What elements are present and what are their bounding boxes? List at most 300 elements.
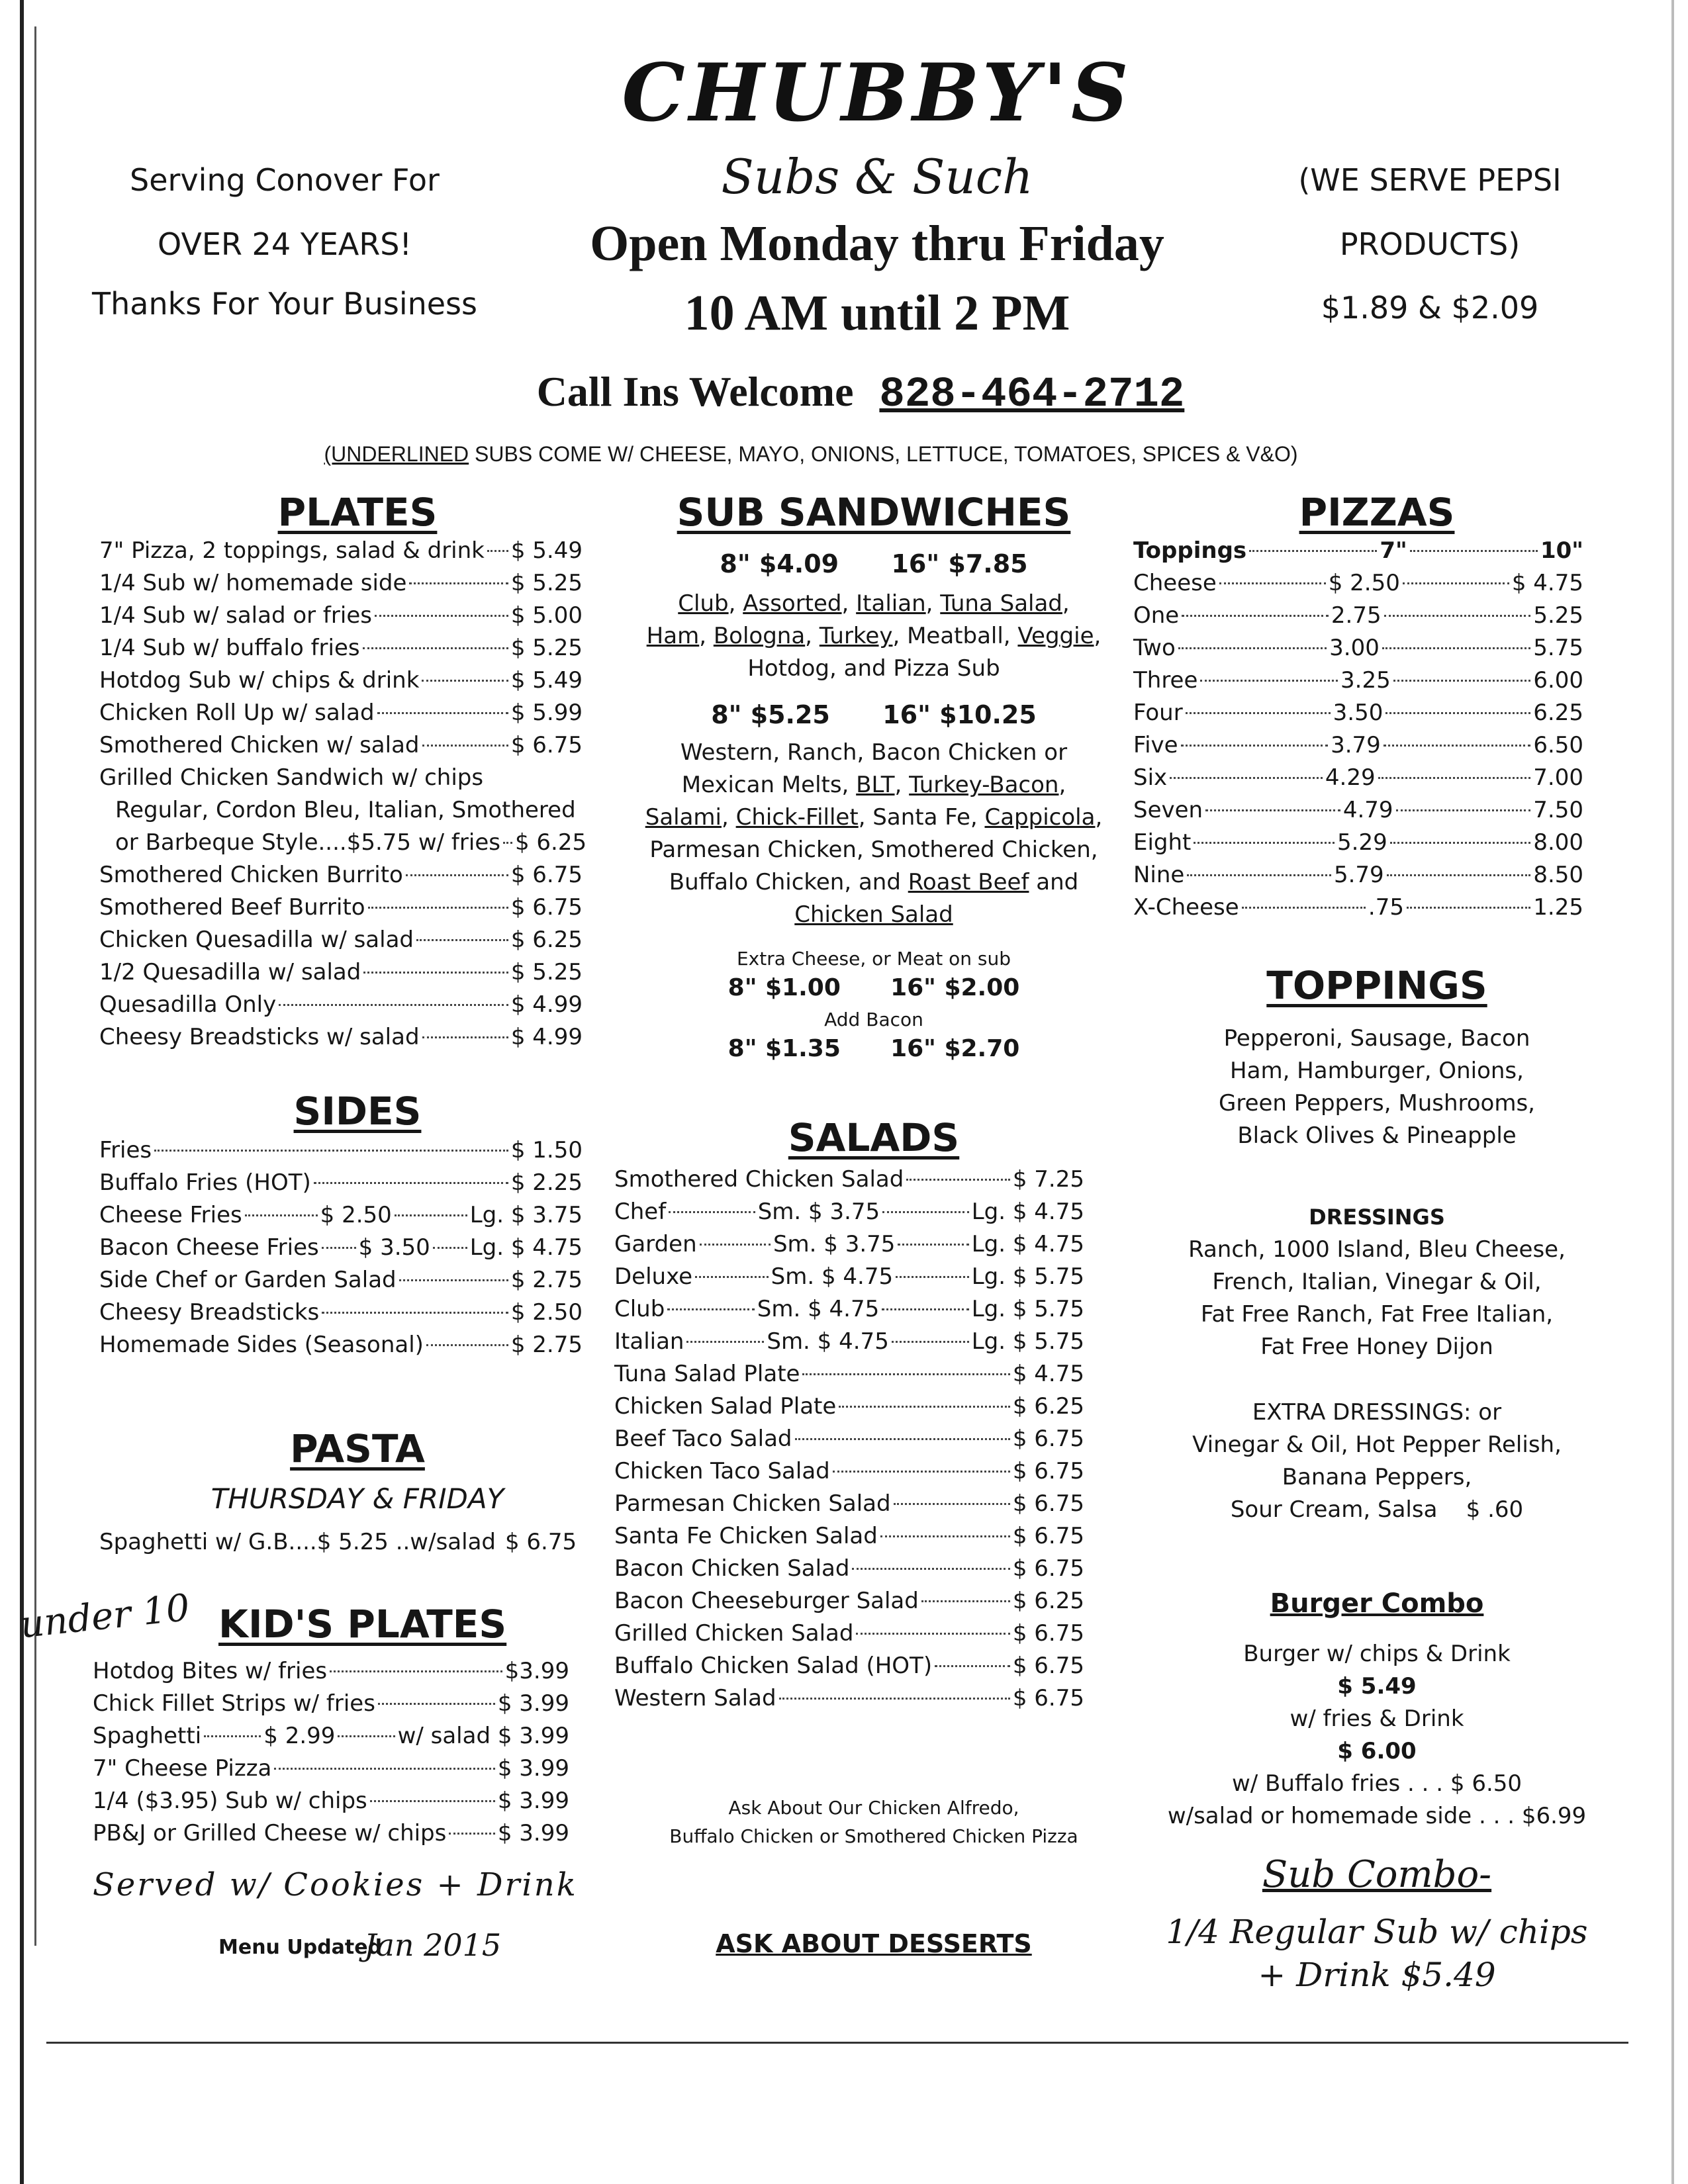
list-item (99, 667, 583, 700)
text-kids-items-4-name: 1/4 ($3.95) Sub w/ chips (93, 1788, 367, 1814)
text-salads-items-2-name: Garden (614, 1231, 697, 1257)
text-pizzas-rows-9-name: Nine (1133, 862, 1185, 888)
text-subs-tier1_items2-5-t: , Meatball, (892, 623, 1018, 649)
dot-leader (896, 1276, 969, 1278)
list-item (614, 1685, 1084, 1717)
list-item (93, 1690, 569, 1723)
text-plates-items-2-name: 1/4 Sub w/ salad or fries (99, 602, 372, 629)
text-salads-items-5-lg: Lg. $ 5.75 (971, 1328, 1084, 1355)
dot-leader (399, 1279, 508, 1281)
list-item (99, 1202, 583, 1234)
toppings-line-4: Black Olives & Pineapple (1237, 1122, 1517, 1149)
list-item (99, 537, 583, 570)
table-row (1133, 732, 1583, 764)
text-kids-items-3-name: 7" Cheese Pizza (93, 1755, 272, 1782)
text-pizzas-rows-2-p7: 3.00 (1329, 635, 1380, 661)
text-subs-tier2_items3-2-t: Chick-Fillet (735, 804, 859, 831)
text-sides-items-1-price: $ 2.25 (510, 1169, 583, 1196)
text-pizzas-rows-5-p10: 6.50 (1533, 732, 1584, 758)
phone-number[interactable]: 828-464-2712 (879, 371, 1185, 419)
dot-leader (377, 712, 508, 714)
dot-leader (154, 1150, 508, 1152)
dot-leader (1187, 874, 1331, 876)
dot-leader (1383, 745, 1531, 747)
text-sides-items-3-name: Bacon Cheese Fries (99, 1234, 319, 1261)
grilled-line-1: Grilled Chicken Sandwich w/ chips (99, 764, 484, 791)
list-item (99, 991, 583, 1024)
text-plates-items2-4-price: $ 4.99 (510, 991, 583, 1018)
dot-leader (1186, 712, 1331, 714)
text-subs-tier1_items-7-t: , (1062, 590, 1070, 617)
text-subs-tier2_items5-2-t: and (1029, 869, 1079, 895)
text-salads-items-12-name: Bacon Chicken Salad (614, 1555, 850, 1582)
list-item (93, 1723, 569, 1755)
dot-leader (1178, 647, 1327, 649)
text-subs-tier1_items-0-t: Club (678, 590, 729, 617)
text-pizzas-rows-6-p10: 7.00 (1533, 764, 1583, 791)
dot-leader (1382, 647, 1530, 649)
dot-leader (422, 680, 508, 682)
extra-dressings-line-2: Banana Peppers, (1282, 1464, 1472, 1490)
text-pizzas-rows-7-name: Seven (1133, 797, 1203, 823)
text-salads-items-16-price: $ 6.75 (1012, 1685, 1084, 1711)
toppings-line-3: Green Peppers, Mushrooms, (1219, 1090, 1535, 1116)
underlined-note (199, 442, 1423, 467)
text-sides-items-5-price: $ 2.50 (510, 1299, 583, 1326)
list-item (99, 927, 583, 959)
list-item (99, 700, 583, 732)
table-row (1133, 894, 1583, 927)
burger-combo-line-4: w/salad or homemade side . . . $6.99 (1167, 1803, 1587, 1829)
text-plates-items-0-name: 7" Pizza, 2 toppings, salad & drink (99, 537, 485, 564)
text-pizzas-rows-9-p10: 8.50 (1533, 862, 1584, 888)
subs-tier2-line5 (609, 866, 1139, 899)
extra-cheese-label: Extra Cheese, or Meat on sub (736, 948, 1011, 970)
list-item (99, 862, 583, 894)
text-plates-items2-0-price: $ 6.75 (510, 862, 583, 888)
text-pizzas-rows-10-p10: 1.25 (1533, 894, 1583, 921)
text-salads-items-6-price: $ 4.75 (1012, 1361, 1084, 1387)
list-item (99, 602, 583, 635)
text-sides-items-0-name: Fries (99, 1137, 152, 1163)
list-item (93, 1658, 569, 1690)
dot-leader (667, 1308, 754, 1310)
list-item (99, 1299, 583, 1332)
text-plates-items-1-price: $ 5.25 (510, 570, 583, 596)
list-item (614, 1328, 1084, 1361)
text-plates-items2-2-price: $ 6.25 (510, 927, 583, 953)
extra-dressings-line-3: Sour Cream, Salsa $ .60 (1230, 1496, 1524, 1523)
list-item (614, 1296, 1084, 1328)
drink-prices: $1.89 & $2.09 (1321, 290, 1539, 326)
dot-leader (882, 1211, 969, 1213)
text-pizzas-rows-2-p10: 5.75 (1533, 635, 1583, 661)
toppings-heading: TOPPINGS (1266, 963, 1487, 1008)
plates-list (99, 537, 587, 1056)
text-subs-tier2_items3-3-t: , Santa Fe, (858, 804, 985, 831)
text-subs-tier2_items5-1-t: Roast Beef (908, 869, 1029, 895)
burger-combo-line-2: w/ fries & Drink (1289, 1706, 1464, 1732)
toppings-line-1: Pepperoni, Sausage, Bacon (1223, 1025, 1530, 1052)
dot-leader (695, 1276, 769, 1278)
text-salads-items-13-name: Bacon Cheeseburger Salad (614, 1588, 919, 1614)
text-salads-items-10-price: $ 6.75 (1012, 1490, 1084, 1517)
list-item (99, 894, 583, 927)
menu-updated-label: Menu Updated (218, 1936, 383, 1959)
text-pizzas-rows-2-name: Two (1133, 635, 1176, 661)
scan-edge-left (20, 0, 24, 2184)
text-kids-items-1-price: $ 3.99 (497, 1690, 569, 1717)
dot-leader (1385, 712, 1530, 714)
table-row (1133, 764, 1583, 797)
pepsi-line-1: (WE SERVE PEPSI (1298, 162, 1562, 198)
text-sides-items-5-name: Cheesy Breadsticks (99, 1299, 320, 1326)
text-plates-items-3-price: $ 5.25 (510, 635, 583, 661)
list-item (93, 1788, 569, 1820)
dot-leader (1219, 582, 1326, 584)
list-item (614, 1263, 1084, 1296)
dot-leader (839, 1406, 1010, 1408)
text-plates-items2-1-price: $ 6.75 (510, 894, 583, 921)
scan-edge-left-inner (34, 26, 36, 1946)
text-subs-tier1_items-5-t: , (925, 590, 941, 617)
table-row (1133, 570, 1583, 602)
text-plates-items-6-price: $ 6.75 (510, 732, 583, 758)
text-salads-items-8-name: Beef Taco Salad (614, 1426, 792, 1452)
text-pizzas-rows-0-p7: $ 2.50 (1328, 570, 1400, 596)
dot-leader (1378, 777, 1531, 779)
list-item (99, 959, 583, 991)
dot-leader (422, 745, 508, 747)
text-subs-tier1_items-3-t: , (841, 590, 857, 617)
dot-leader (779, 1698, 1010, 1700)
subs-tier1-price: 8" $4.09 16" $7.85 (720, 549, 1028, 578)
hours-days: Open Monday thru Friday (590, 216, 1164, 271)
sides-list (99, 1137, 583, 1364)
list-item (614, 1426, 1084, 1458)
sub-combo-line-2: + Drink $5.49 (1258, 1956, 1496, 1994)
dressings-line-2: French, Italian, Vinegar & Oil, (1212, 1269, 1542, 1295)
dot-leader (338, 1735, 395, 1737)
text-sides-items-2-mid: $ 2.50 (320, 1202, 392, 1228)
burger-combo-price-1: $ 5.49 (1337, 1673, 1417, 1700)
extra-cheese-price: 8" $1.00 16" $2.00 (727, 974, 1020, 1001)
text-subs-tier2_items3-4-t: Cappicola (984, 804, 1096, 831)
text-pizzas-rows-7-p7: 4.79 (1342, 797, 1393, 823)
text-sides-items-1-name: Buffalo Fries (HOT) (99, 1169, 311, 1196)
text-plates-grilled_price: $ 6.25 (514, 829, 587, 856)
text-subs-tier1_items-2-t: Assorted (743, 590, 842, 617)
text-salads-items-3-sm: Sm. $ 4.75 (771, 1263, 894, 1290)
list-item (99, 1024, 583, 1056)
burger-combo-heading: Burger Combo (1270, 1588, 1484, 1619)
text-salads-items-14-price: $ 6.75 (1012, 1620, 1084, 1647)
text-salads-items-1-sm: Sm. $ 3.75 (757, 1199, 880, 1225)
text-subs-tier2_items2-0-t: Mexican Melts, (681, 772, 857, 798)
text-pasta-price: $ 6.75 (504, 1529, 577, 1555)
subs-tier1-line1 (609, 588, 1139, 620)
text-pizzas-col_10: 10" (1540, 537, 1583, 564)
text-kids-items-3-price: $ 3.99 (497, 1755, 569, 1782)
text-sides-items-2-lg: Lg. $ 3.75 (469, 1202, 583, 1228)
dot-leader (852, 1568, 1009, 1570)
text-sides-items-4-name: Side Chef or Garden Salad (99, 1267, 397, 1293)
list-item (614, 1458, 1084, 1490)
table-row (1133, 797, 1583, 829)
pizza-header-row (1133, 537, 1583, 570)
dot-leader (487, 550, 508, 552)
call-ins-label: Call Ins Welcome (536, 368, 854, 415)
text-salads-items-12-price: $ 6.75 (1012, 1555, 1084, 1582)
text-kids-items-0-price: $3.99 (504, 1658, 569, 1684)
dot-leader (856, 1633, 1009, 1635)
text-subs-tier1_items-1-t: , (728, 590, 743, 617)
dot-leader (833, 1471, 1010, 1473)
dot-leader (375, 615, 508, 617)
text-plates-items-2-price: $ 5.00 (510, 602, 583, 629)
text-pizzas-col_toppings: Toppings (1133, 537, 1247, 564)
dot-leader (426, 1344, 508, 1346)
text-salads-items-14-name: Grilled Chicken Salad (614, 1620, 854, 1647)
kids-heading: KID'S PLATES (218, 1602, 507, 1647)
text-salads-items-3-lg: Lg. $ 5.75 (971, 1263, 1085, 1290)
list-item (614, 1490, 1084, 1523)
restaurant-title: CHUBBY'S (622, 46, 1133, 140)
text-pizzas-rows-3-p7: 3.25 (1340, 667, 1391, 694)
dot-leader (363, 972, 508, 974)
text-pizzas-rows-5-p7: 3.79 (1331, 732, 1381, 758)
text-plates-items2-3-name: 1/2 Quesadilla w/ salad (99, 959, 361, 985)
list-item (99, 829, 587, 862)
dressings-line-3: Fat Free Ranch, Fat Free Italian, (1200, 1301, 1554, 1328)
text-plates-items2-5-name: Cheesy Breadsticks w/ salad (99, 1024, 420, 1050)
text-subs-tier1_items2-3-t: , (805, 623, 820, 649)
text-salads-items-7-price: $ 6.25 (1012, 1393, 1084, 1420)
text-subs-tier1_items-4-t: Italian (856, 590, 926, 617)
text-subs-tier2_items5-0-t: Buffalo Chicken, and (669, 869, 908, 895)
dot-leader (330, 1670, 502, 1672)
table-row (1133, 862, 1583, 894)
text-plates-items-5-name: Chicken Roll Up w/ salad (99, 700, 375, 726)
kids-age-note: under 10 (18, 1586, 192, 1647)
dot-leader (322, 1312, 508, 1314)
text-pizzas-rows-10-name: X-Cheese (1133, 894, 1239, 921)
text-salads-items-3-name: Deluxe (614, 1263, 693, 1290)
dot-leader (1396, 809, 1531, 811)
list-item (614, 1555, 1084, 1588)
dot-leader (449, 1833, 494, 1835)
dot-leader (416, 939, 508, 941)
text-subs-tier2_items3-5-t: , (1095, 804, 1103, 831)
text-salads-items-7-name: Chicken Salad Plate (614, 1393, 837, 1420)
text-plates-items-4-price: $ 5.49 (510, 667, 583, 694)
text-salads-items-16-name: Western Salad (614, 1685, 776, 1711)
subs-tier1-line2 (609, 620, 1139, 653)
scan-edge-right (1671, 0, 1674, 2184)
sides-heading: SIDES (293, 1089, 422, 1134)
text-plates-items-0-price: $ 5.49 (510, 537, 583, 564)
list-item (99, 1137, 583, 1169)
text-sides-items-3-mid: $ 3.50 (358, 1234, 430, 1261)
text-sides-items-4-price: $ 2.75 (510, 1267, 583, 1293)
text-pizzas-rows-8-name: Eight (1133, 829, 1192, 856)
list-item (614, 1361, 1084, 1393)
table-row (1133, 700, 1583, 732)
text-salads-items-2-lg: Lg. $ 4.75 (971, 1231, 1085, 1257)
text-subs-tier1_items2-7-t: , (1094, 623, 1102, 649)
burger-combo-price-2: $ 6.00 (1337, 1738, 1417, 1764)
text-salads-items-4-lg: Lg. $ 5.75 (971, 1296, 1084, 1322)
text-plates-items-1-name: 1/4 Sub w/ homemade side (99, 570, 407, 596)
text-sides-items-3-lg: Lg. $ 4.75 (469, 1234, 583, 1261)
list-item (99, 570, 583, 602)
sub-combo-heading: Sub Combo- (1262, 1853, 1492, 1896)
text-pizzas-rows-1-p7: 2.75 (1331, 602, 1382, 629)
text-salads-items-15-price: $ 6.75 (1012, 1653, 1084, 1679)
text-salads-items-0-name: Smothered Chicken Salad (614, 1166, 904, 1193)
dot-leader (1410, 550, 1538, 552)
text-kids-items-4-price: $ 3.99 (497, 1788, 569, 1814)
list-item (93, 1820, 569, 1852)
menu-updated-date: Jan 2015 (364, 1927, 502, 1963)
dot-leader (892, 1341, 969, 1343)
text-pizzas-rows-4-p10: 6.25 (1533, 700, 1583, 726)
text-pizzas-rows-6-name: Six (1133, 764, 1168, 791)
text-salads-items-1-lg: Lg. $ 4.75 (971, 1199, 1085, 1225)
subs-tier2-line3 (609, 801, 1139, 834)
call-ins-row (397, 367, 1324, 419)
text-pizzas-rows-8-p10: 8.00 (1533, 829, 1584, 856)
text-salads-items-9-price: $ 6.75 (1012, 1458, 1084, 1484)
text-salads-items-5-sm: Sm. $ 4.75 (767, 1328, 889, 1355)
dot-leader (1390, 842, 1531, 844)
text-sides-items-6-name: Homemade Sides (Seasonal) (99, 1332, 424, 1358)
list-item (99, 635, 583, 667)
list-item (614, 1588, 1084, 1620)
text-salads-items-11-name: Santa Fe Chicken Salad (614, 1523, 878, 1549)
text-pizzas-rows-1-name: One (1133, 602, 1180, 629)
serving-line-1: Serving Conover For (130, 162, 440, 198)
dot-leader (274, 1768, 494, 1770)
salads-list (614, 1166, 1084, 1717)
text-plates-items-5-price: $ 5.99 (510, 700, 583, 726)
dot-leader (433, 1247, 467, 1249)
dot-leader (894, 1503, 1010, 1505)
text-subs-tier1_items2-0-t: Ham (646, 623, 700, 649)
text-pizzas-rows-6-p7: 4.29 (1325, 764, 1376, 791)
restaurant-subtitle: Subs & Such (721, 149, 1033, 205)
pizzas-heading: PIZZAS (1299, 490, 1455, 535)
text-subs-tier1_items2-1-t: , (699, 623, 714, 649)
pasta-heading: PASTA (290, 1426, 425, 1471)
bottom-divider (46, 2042, 1628, 2044)
subs-tier2-price: 8" $5.25 16" $10.25 (711, 700, 1037, 729)
text-plates-items2-1-name: Smothered Beef Burrito (99, 894, 365, 921)
text-salads-items-15-name: Buffalo Chicken Salad (HOT) (614, 1653, 933, 1679)
text-subs-tier2_items2-3-t: Turkey-Bacon (909, 772, 1059, 798)
pepsi-line-2: PRODUCTS) (1339, 226, 1521, 262)
list-item (614, 1393, 1084, 1426)
text-pizzas-rows-7-p10: 7.50 (1533, 797, 1583, 823)
text-salads-items-11-price: $ 6.75 (1012, 1523, 1084, 1549)
dot-leader (395, 1214, 467, 1216)
dot-leader (406, 874, 508, 876)
table-row (1133, 667, 1583, 700)
text-pasta-item: Spaghetti w/ G.B....$ 5.25 ..w/salad (99, 1529, 496, 1555)
text-salads-items-9-name: Chicken Taco Salad (614, 1458, 830, 1484)
underlined-word: (UNDERLINED (324, 442, 469, 466)
text-plates-items2-4-name: Quesadilla Only (99, 991, 277, 1018)
list-item (99, 732, 583, 764)
text-salads-items-2-sm: Sm. $ 3.75 (773, 1231, 896, 1257)
list-item (99, 1234, 583, 1267)
dot-leader (1393, 680, 1531, 682)
text-salads-items-1-name: Chef (614, 1199, 667, 1225)
text-subs-tier1_items2-2-t: Bologna (713, 623, 806, 649)
dot-leader (1387, 874, 1531, 876)
dot-leader (1205, 809, 1340, 811)
dot-leader (314, 1182, 508, 1184)
dot-leader (906, 1179, 1010, 1181)
dot-leader (322, 1247, 356, 1249)
subs-tier2-line6: Chicken Salad (794, 901, 953, 928)
list-item (614, 1620, 1084, 1653)
dressings-heading: DRESSINGS (1309, 1205, 1445, 1230)
sub-combo-line-1: 1/4 Regular Sub w/ chips (1166, 1913, 1588, 1951)
ask-about-desserts: ASK ABOUT DESSERTS (716, 1929, 1032, 1958)
text-kids-items-5-name: PB&J or Grilled Cheese w/ chips (93, 1820, 447, 1846)
underlined-note-rest: SUBS COME W/ CHEESE, MAYO, ONIONS, LETTUCE, TOMATOES, SPICES & V&O) (469, 442, 1298, 466)
text-kids-items-2-lg: w/ salad $ 3.99 (397, 1723, 569, 1749)
text-kids-items-0-name: Hotdog Bites w/ fries (93, 1658, 328, 1684)
list-item (99, 1169, 583, 1202)
text-plates-items2-5-price: $ 4.99 (510, 1024, 583, 1050)
toppings-line-2: Ham, Hamburger, Onions, (1230, 1058, 1524, 1084)
pasta-days: THURSDAY & FRIDAY (211, 1482, 504, 1515)
text-salads-items-10-name: Parmesan Chicken Salad (614, 1490, 891, 1517)
pasta-list (99, 1529, 583, 1561)
hours-time: 10 AM until 2 PM (684, 285, 1070, 341)
text-subs-tier1_items2-4-t: Turkey (819, 623, 893, 649)
dot-leader (700, 1244, 771, 1246)
dressings-line-1: Ranch, 1000 Island, Bleu Cheese, (1188, 1236, 1566, 1263)
text-salads-items-8-price: $ 6.75 (1012, 1426, 1084, 1452)
dot-leader (409, 582, 508, 584)
text-plates-grilled_line3: or Barbeque Style....$5.75 w/ fries (115, 829, 500, 856)
list-item (93, 1755, 569, 1788)
dot-leader (1407, 907, 1530, 909)
table-row (1133, 635, 1583, 667)
pizzas-table (1133, 537, 1583, 927)
text-kids-items-5-price: $ 3.99 (497, 1820, 569, 1846)
dot-leader (279, 1004, 508, 1006)
dot-leader (802, 1373, 1009, 1375)
dot-leader (1403, 582, 1509, 584)
text-pizzas-rows-4-p7: 3.50 (1333, 700, 1383, 726)
dot-leader (1200, 680, 1338, 682)
text-subs-tier2_items3-0-t: Salami (645, 804, 722, 831)
dot-leader (882, 1308, 968, 1310)
dot-leader (503, 842, 512, 844)
kids-served-note: Served w/ Cookies + Drink (93, 1866, 578, 1903)
dot-leader (1170, 777, 1323, 779)
dot-leader (378, 1703, 495, 1705)
list-item (99, 1267, 583, 1299)
subs-tier1-line3: Hotdog, and Pizza Sub (747, 655, 1000, 682)
add-bacon-price: 8" $1.35 16" $2.70 (727, 1035, 1020, 1062)
text-subs-tier2_items2-1-t: BLT (856, 772, 895, 798)
burger-combo-line-1: Burger w/ chips & Drink (1243, 1641, 1511, 1667)
